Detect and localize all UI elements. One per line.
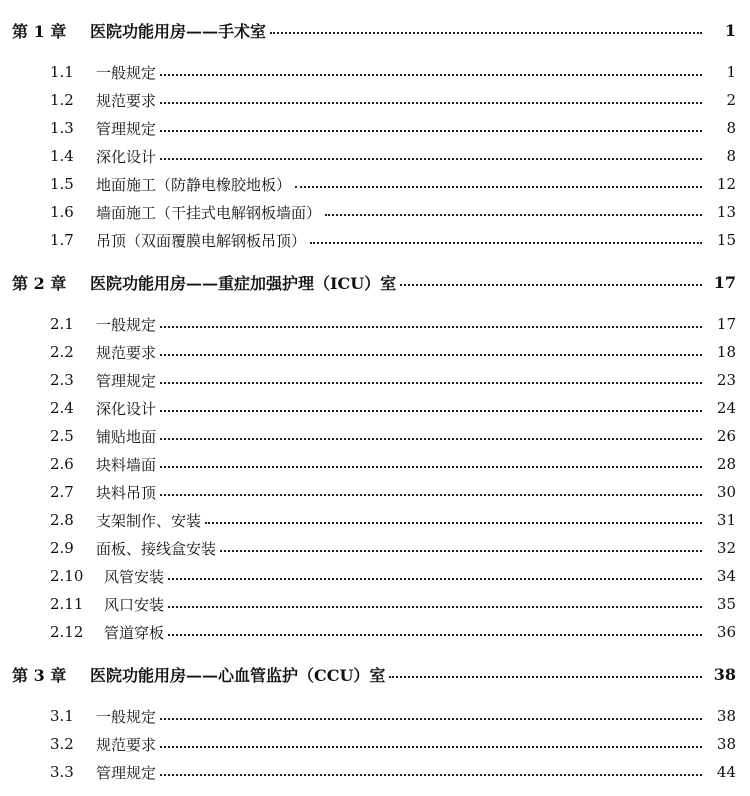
page-number: 38	[716, 707, 736, 725]
section-title: 吊顶（双面覆膜电解钢板吊顶）	[96, 231, 307, 250]
section-number: 1.4	[50, 147, 74, 165]
section-number: 3.3	[50, 763, 74, 781]
chapter-title: 医院功能用房——心血管监护（CCU）室	[90, 665, 386, 685]
section-title: 支架制作、安装	[96, 511, 202, 530]
toc-section-3-1[interactable]	[0, 704, 750, 728]
toc-section-2-3[interactable]	[0, 368, 750, 392]
section-number: 2.11	[50, 595, 84, 613]
section-number: 2.2	[50, 343, 74, 361]
section-title: 规范要求	[96, 91, 157, 110]
toc-section-1-1[interactable]	[0, 60, 750, 84]
chapter-title: 医院功能用房——手术室	[90, 21, 267, 41]
page-number: 24	[716, 399, 736, 417]
page-number: 34	[716, 567, 736, 585]
page-number: 32	[716, 539, 736, 557]
toc-section-1-2[interactable]	[0, 88, 750, 112]
dot-leader	[389, 675, 702, 678]
dot-leader	[160, 101, 702, 104]
dot-leader	[220, 549, 702, 552]
dot-leader	[295, 185, 702, 188]
toc-section-2-9[interactable]	[0, 536, 750, 560]
page-number: 26	[716, 427, 736, 445]
toc-section-2-1[interactable]	[0, 312, 750, 336]
toc-section-2-11[interactable]	[0, 592, 750, 616]
page-number: 44	[716, 763, 736, 781]
section-title: 地面施工（防静电橡胶地板）	[96, 175, 292, 194]
page-number: 1	[724, 20, 736, 40]
chapter-title: 医院功能用房——重症加强护理（ICU）室	[90, 273, 397, 293]
dot-leader	[310, 241, 702, 244]
section-number: 2.8	[50, 511, 74, 529]
section-number: 1.1	[50, 63, 74, 81]
dot-leader	[160, 437, 702, 440]
section-number: 2.6	[50, 455, 74, 473]
toc-section-2-4[interactable]	[0, 396, 750, 420]
toc-section-1-7[interactable]	[0, 228, 750, 252]
section-title: 深化设计	[96, 147, 157, 166]
page-number: 13	[716, 203, 736, 221]
chapter-number: 第 1 章	[12, 21, 67, 41]
section-number: 2.4	[50, 399, 74, 417]
chapter-number: 第 2 章	[12, 273, 67, 293]
page-number: 12	[716, 175, 736, 193]
toc-section-2-5[interactable]	[0, 424, 750, 448]
section-number: 3.2	[50, 735, 74, 753]
dot-leader	[160, 353, 702, 356]
chapter-number: 第 3 章	[12, 665, 67, 685]
section-title: 墙面施工（干挂式电解钢板墙面）	[96, 203, 322, 222]
section-title: 管理规定	[96, 763, 157, 782]
page-number: 38	[716, 735, 736, 753]
section-number: 3.1	[50, 707, 74, 725]
section-title: 风管安装	[104, 567, 165, 586]
toc-section-2-2[interactable]	[0, 340, 750, 364]
section-title: 一般规定	[96, 63, 157, 82]
toc-section-2-8[interactable]	[0, 508, 750, 532]
dot-leader	[160, 129, 702, 132]
toc-section-2-12[interactable]	[0, 620, 750, 644]
section-number: 1.6	[50, 203, 74, 221]
section-number: 2.12	[50, 623, 84, 641]
section-title: 管理规定	[96, 119, 157, 138]
page-number: 38	[713, 664, 736, 684]
page-number: 15	[716, 231, 736, 249]
toc-section-3-3[interactable]	[0, 760, 750, 784]
page-number: 31	[716, 511, 736, 529]
section-number: 2.5	[50, 427, 74, 445]
dot-leader	[160, 745, 702, 748]
section-number: 2.9	[50, 539, 74, 557]
section-title: 块料墙面	[96, 455, 157, 474]
toc-section-2-10[interactable]	[0, 564, 750, 588]
section-number: 2.1	[50, 315, 74, 333]
section-title: 面板、接线盒安装	[96, 539, 217, 558]
dot-leader	[160, 493, 702, 496]
toc-chapter-2[interactable]	[0, 270, 750, 294]
dot-leader	[325, 213, 702, 216]
toc-section-1-6[interactable]	[0, 200, 750, 224]
toc-chapter-1[interactable]	[0, 18, 750, 42]
page-number: 8	[726, 147, 736, 165]
dot-leader	[205, 521, 702, 524]
dot-leader	[270, 31, 702, 34]
page-number: 36	[716, 623, 736, 641]
dot-leader	[168, 605, 702, 608]
dot-leader	[160, 409, 702, 412]
section-title: 一般规定	[96, 707, 157, 726]
page-number: 23	[716, 371, 736, 389]
section-number: 1.7	[50, 231, 74, 249]
dot-leader	[160, 717, 702, 720]
page-number: 17	[713, 272, 736, 292]
section-title: 铺贴地面	[96, 427, 157, 446]
dot-leader	[160, 73, 702, 76]
section-number: 2.10	[50, 567, 84, 585]
dot-leader	[160, 157, 702, 160]
toc-section-3-2[interactable]	[0, 732, 750, 756]
page-number: 8	[726, 119, 736, 137]
section-title: 风口安装	[104, 595, 165, 614]
section-number: 1.2	[50, 91, 74, 109]
section-title: 深化设计	[96, 399, 157, 418]
section-number: 1.3	[50, 119, 74, 137]
dot-leader	[400, 283, 702, 286]
page-number: 28	[716, 455, 736, 473]
section-title: 管道穿板	[104, 623, 165, 642]
toc-chapter-3[interactable]	[0, 662, 750, 686]
section-title: 管理规定	[96, 371, 157, 390]
toc-section-1-4[interactable]	[0, 144, 750, 168]
section-title: 一般规定	[96, 315, 157, 334]
section-number: 2.3	[50, 371, 74, 389]
section-title: 规范要求	[96, 735, 157, 754]
section-number: 2.7	[50, 483, 74, 501]
page-number: 17	[716, 315, 736, 333]
toc-section-1-3[interactable]	[0, 116, 750, 140]
page-number: 30	[716, 483, 736, 501]
dot-leader	[160, 465, 702, 468]
dot-leader	[160, 325, 702, 328]
section-title: 规范要求	[96, 343, 157, 362]
section-number: 1.5	[50, 175, 74, 193]
dot-leader	[168, 633, 702, 636]
page-number: 1	[726, 63, 736, 81]
toc-section-1-5[interactable]	[0, 172, 750, 196]
page-number: 18	[716, 343, 736, 361]
page-number: 2	[726, 91, 736, 109]
toc-section-2-6[interactable]	[0, 452, 750, 476]
toc-section-2-7[interactable]	[0, 480, 750, 504]
dot-leader	[168, 577, 702, 580]
section-title: 块料吊顶	[96, 483, 157, 502]
dot-leader	[160, 381, 702, 384]
page-number: 35	[716, 595, 736, 613]
dot-leader	[160, 773, 702, 776]
